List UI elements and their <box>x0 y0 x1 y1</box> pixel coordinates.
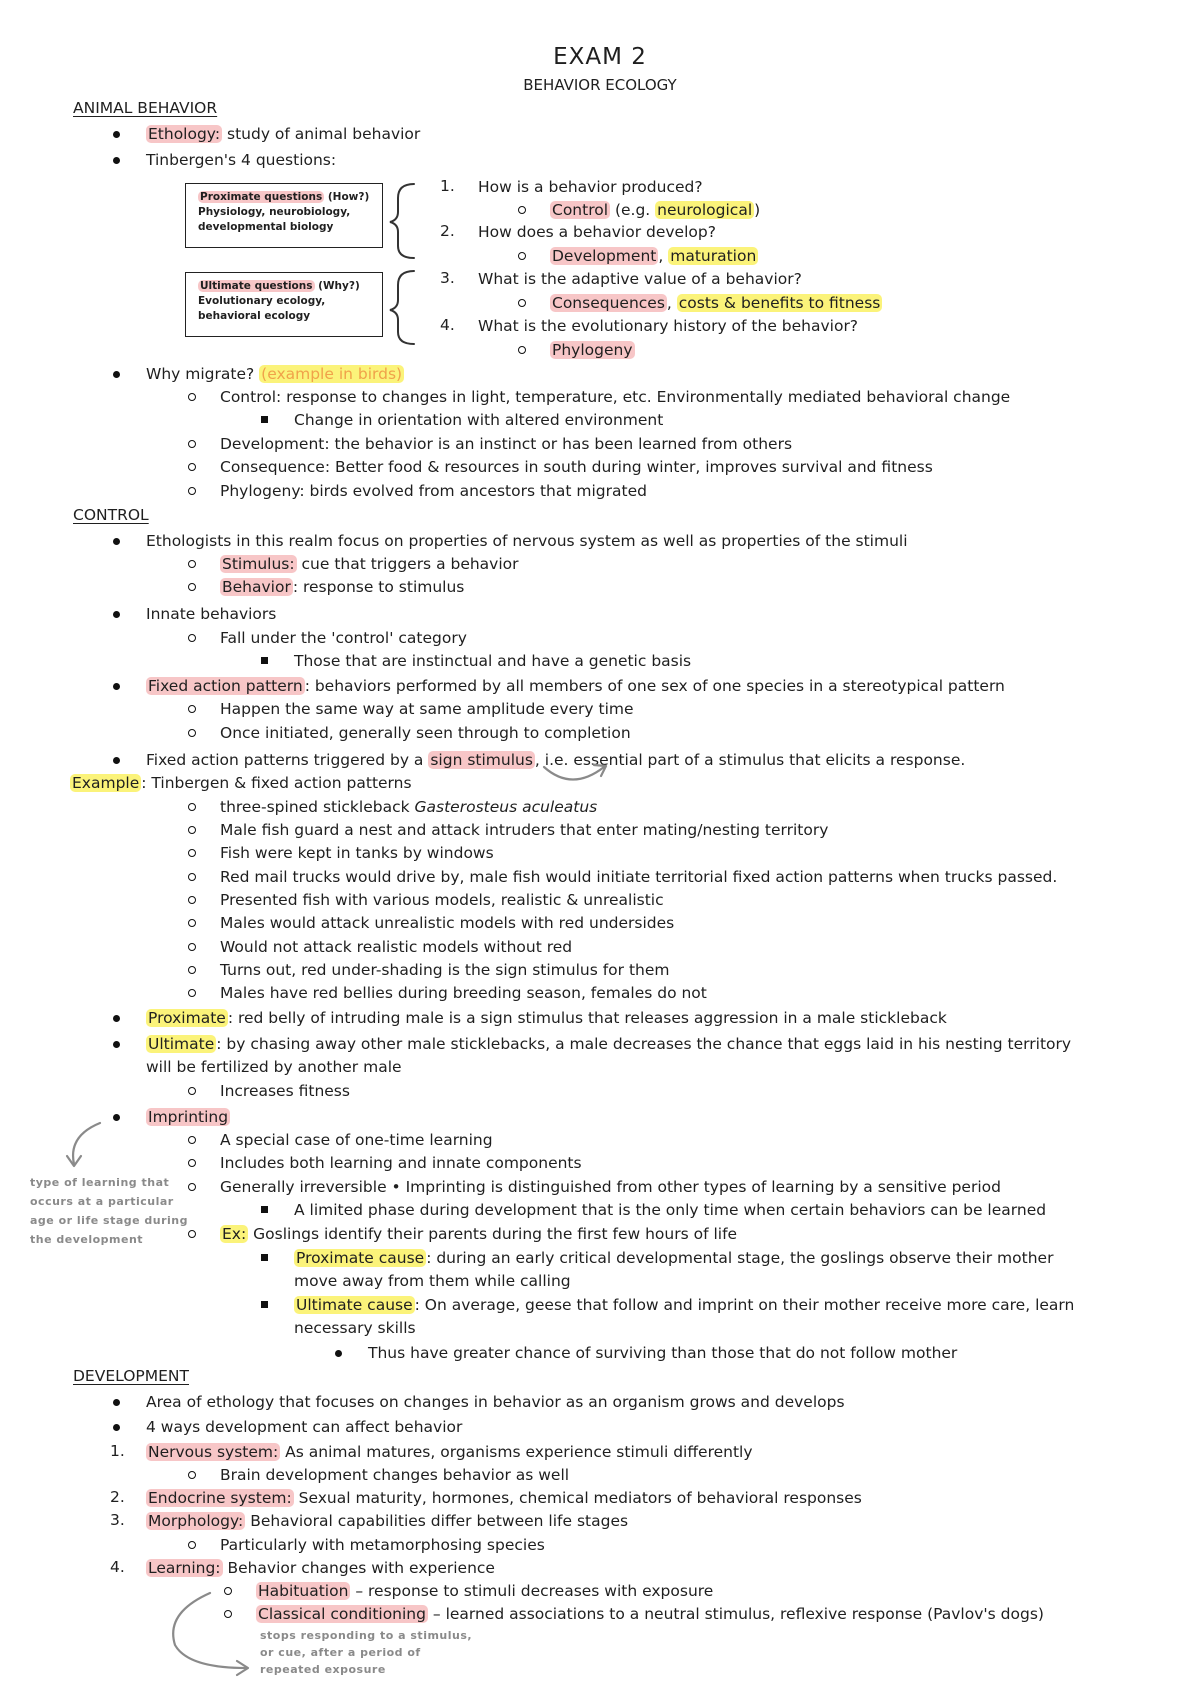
side-note-habituation: stops responding to a stimulus, or cue, after a period of repeated exposure <box>260 1629 473 1676</box>
section-heading-control: CONTROL <box>73 506 149 524</box>
proximate-cause-continued: move away from them while calling <box>294 1272 571 1290</box>
proximate-cause: Proximate cause : during an early critical developmental stage, the goslings observe their mother <box>296 1249 1054 1267</box>
imprinting-item: Includes both learning and innate components <box>220 1154 582 1172</box>
proximate-questions-box: Proximate questions (How?) Physiology, neurobiology, developmental biology <box>185 183 383 248</box>
ultimate-questions-box: Ultimate questions (Why?) Evolutionary ecology, behavioral ecology <box>185 272 383 337</box>
question-4: What is the evolutionary history of the behavior? <box>478 317 859 335</box>
section-heading-animal-behavior: ANIMAL BEHAVIOR <box>73 99 218 117</box>
page-subtitle: BEHAVIOR ECOLOGY <box>523 76 677 94</box>
example-item: Presented fish with various models, realistic & unrealistic <box>220 891 664 909</box>
section-heading-development: DEVELOPMENT <box>73 1367 189 1385</box>
ultimate-cause-continued: necessary skills <box>294 1319 416 1337</box>
behavior-definition: Behavior : response to stimulus <box>222 578 465 596</box>
bullet-proximate: Proximate : red belly of intruding male is a sign stimulus that releases aggression in a male stickleback <box>148 1009 947 1027</box>
arrow-imprinting-note <box>73 1123 100 1164</box>
migrate-development: Development: the behavior is an instinct or has been learned from others <box>220 435 793 453</box>
bullet-sign-stimulus: Fixed action patterns triggered by a sign stimulus , i.e. essential part of a stimulus that elicits a response. <box>146 751 966 769</box>
bullet-imprinting: Imprinting <box>148 1108 229 1126</box>
surviving-chance: Thus have greater chance of surviving than those that do not follow mother <box>368 1344 958 1362</box>
question-2: How does a behavior develop? <box>478 223 716 241</box>
question-4-answer: Phylogeny <box>552 341 633 359</box>
migrate-control: Control: response to changes in light, temperature, etc. Environmentally mediated behavioral change <box>220 388 1011 406</box>
ultimate-increases-fitness: Increases fitness <box>220 1082 350 1100</box>
bullet-four-ways: 4 ways development can affect behavior <box>146 1418 463 1436</box>
sensitive-period: A limited phase during development that is the only time when certain behaviors can be learned <box>294 1201 1047 1219</box>
example-item: Fish were kept in tanks by windows <box>220 844 494 862</box>
example-item: Males would attack unrealistic models with red undersides <box>220 914 675 932</box>
brace-proximate <box>390 184 414 258</box>
imprinting-item: A special case of one-time learning <box>220 1131 493 1149</box>
list-number: 2. <box>110 1488 125 1506</box>
question-number: 4. <box>440 316 455 334</box>
learning: Learning: Behavior changes with experience <box>148 1559 495 1577</box>
example-tinbergen: Example : Tinbergen & fixed action patterns <box>72 774 412 792</box>
question-number: 2. <box>440 222 455 240</box>
nervous-system: Nervous system: As animal matures, organisms experience stimuli differently <box>148 1443 753 1461</box>
example-item: Would not attack realistic models without red <box>220 938 573 956</box>
example-item: Males have red bellies during breeding season, females do not <box>220 984 707 1002</box>
metamorphosing: Particularly with metamorphosing species <box>220 1536 545 1554</box>
page-title: EXAM 2 <box>553 44 647 70</box>
bullet-innate-behaviors: Innate behaviors <box>146 605 277 623</box>
ultimate-cause: Ultimate cause : On average, geese that follow and imprint on their mother receive more care, learn <box>296 1296 1075 1314</box>
innate-instinctual: Those that are instinctual and have a genetic basis <box>294 652 692 670</box>
example-stickleback: three-spined stickleback Gasterosteus aculeatus <box>220 798 598 816</box>
question-3: What is the adaptive value of a behavior? <box>478 270 802 288</box>
arrow-sign-stimulus <box>544 767 604 780</box>
migrate-phylogeny: Phylogeny: birds evolved from ancestors that migrated <box>220 482 647 500</box>
arrow-habituation-note <box>173 1593 246 1668</box>
imprinting-item: Generally irreversible • Imprinting is distinguished from other types of learning by a sensitive period <box>220 1178 1001 1196</box>
habituation: Habituation – response to stimuli decreases with exposure <box>258 1582 714 1600</box>
stimulus-definition: Stimulus: cue that triggers a behavior <box>222 555 519 573</box>
bullet-tinbergen: Tinbergen's 4 questions: <box>146 151 337 169</box>
migrate-consequence: Consequence: Better food & resources in south during winter, improves survival and fitness <box>220 458 933 476</box>
side-note-imprinting: type of learning that occurs at a particular age or life stage during the development <box>30 1176 189 1246</box>
brain-development: Brain development changes behavior as well <box>220 1466 570 1484</box>
example-item: Turns out, red under-shading is the sign stimulus for them <box>220 961 670 979</box>
question-number: 1. <box>440 177 455 195</box>
bullet-ethologists: Ethologists in this realm focus on properties of nervous system as well as properties of the stimuli <box>146 532 908 550</box>
fap-same-way: Happen the same way at same amplitude every time <box>220 700 634 718</box>
list-number: 4. <box>110 1558 125 1576</box>
brace-ultimate <box>390 271 414 344</box>
bullet-development-area: Area of ethology that focuses on changes in behavior as an organism grows and develops <box>146 1393 845 1411</box>
bullet-why-migrate: Why migrate? (example in birds) <box>146 365 403 383</box>
question-1-answer: Control (e.g. neurological ) <box>552 201 761 219</box>
innate-control-category: Fall under the 'control' category <box>220 629 467 647</box>
question-2-answer: Development , maturation <box>552 247 757 265</box>
list-number: 1. <box>110 1442 125 1460</box>
list-number: 3. <box>110 1511 125 1529</box>
classical-conditioning: Classical conditioning – learned associations to a neutral stimulus, reflexive response (Pavlov's dogs) <box>258 1605 1044 1623</box>
question-number: 3. <box>440 269 455 287</box>
migrate-control-detail: Change in orientation with altered environment <box>294 411 664 429</box>
question-3-answer: Consequences , costs & benefits to fitness <box>552 294 881 312</box>
question-1: How is a behavior produced? <box>478 178 703 196</box>
bullet-fixed-action-pattern: Fixed action pattern : behaviors performed by all members of one sex of one species in a stereotypical pattern <box>148 677 1005 695</box>
imprinting-example: Ex: Goslings identify their parents during the first few hours of life <box>222 1225 738 1243</box>
example-item: Red mail trucks would drive by, male fish would initiate territorial fixed action patterns when trucks passed. <box>220 868 1058 886</box>
example-item: Male fish guard a nest and attack intruders that enter mating/nesting territory <box>220 821 829 839</box>
ultimate-continued: will be fertilized by another male <box>146 1058 402 1076</box>
fap-completion: Once initiated, generally seen through to completion <box>220 724 631 742</box>
endocrine-system: Endocrine system: Sexual maturity, hormones, chemical mediators of behavioral responses <box>148 1489 862 1507</box>
bullet-ultimate: Ultimate : by chasing away other male sticklebacks, a male decreases the chance that eggs laid in his nesting territory <box>148 1035 1072 1053</box>
bullet-ethology: Ethology: study of animal behavior <box>148 125 421 143</box>
morphology: Morphology: Behavioral capabilities differ between life stages <box>148 1512 629 1530</box>
